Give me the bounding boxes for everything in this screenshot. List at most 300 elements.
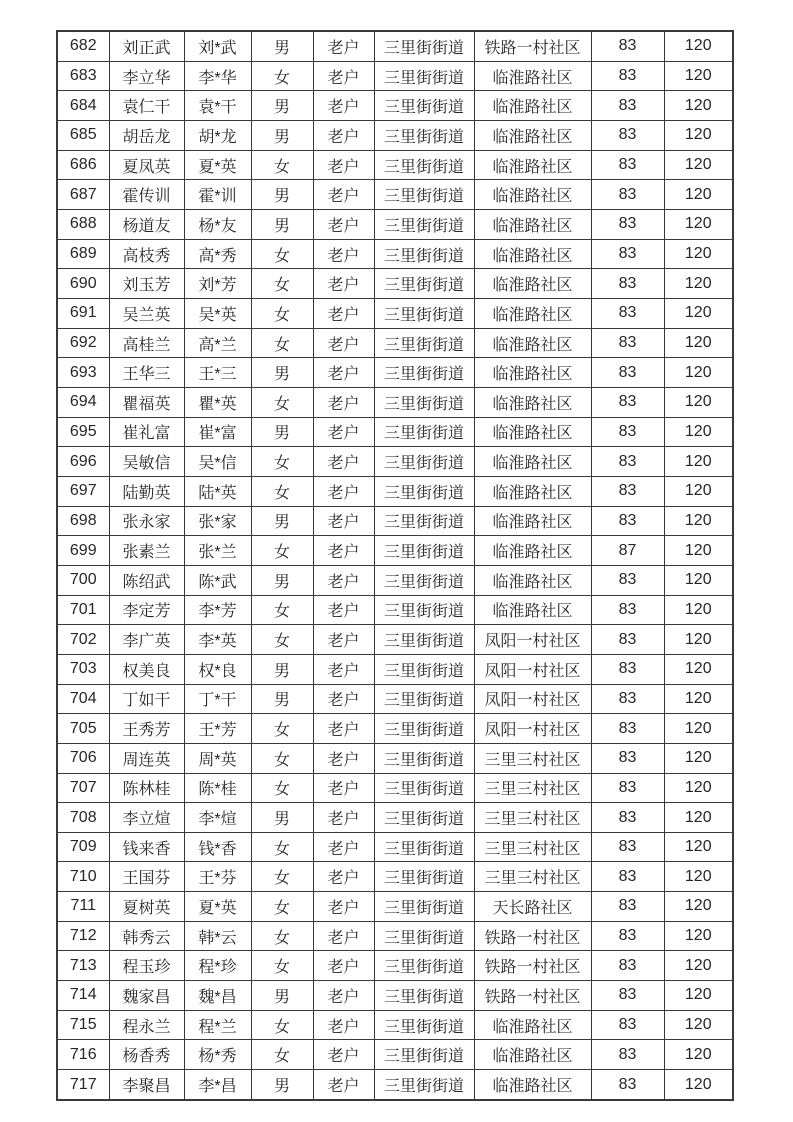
cell-street: 三里街街道 — [374, 150, 474, 180]
cell-community: 临淮路社区 — [474, 358, 591, 388]
cell-household-type: 老户 — [313, 269, 374, 299]
cell-community: 铁路一村社区 — [474, 31, 591, 61]
cell-community: 临淮路社区 — [474, 1010, 591, 1040]
cell-masked-name: 夏*英 — [184, 892, 251, 922]
cell-amount-1: 83 — [591, 239, 664, 269]
cell-amount-2: 120 — [664, 862, 733, 892]
cell-gender: 男 — [251, 417, 313, 447]
cell-amount-2: 120 — [664, 328, 733, 358]
cell-index: 705 — [57, 714, 109, 744]
table-row — [57, 150, 733, 180]
cell-name: 程玉珍 — [109, 951, 184, 981]
cell-index: 684 — [57, 91, 109, 121]
cell-index: 709 — [57, 832, 109, 862]
cell-household-type: 老户 — [313, 121, 374, 151]
cell-household-type: 老户 — [313, 684, 374, 714]
cell-street: 三里街街道 — [374, 684, 474, 714]
cell-amount-2: 120 — [664, 1070, 733, 1100]
cell-community: 凤阳一村社区 — [474, 654, 591, 684]
cell-name: 李聚昌 — [109, 1070, 184, 1100]
cell-gender: 女 — [251, 1040, 313, 1070]
cell-masked-name: 刘*武 — [184, 31, 251, 61]
cell-index: 710 — [57, 862, 109, 892]
cell-masked-name: 杨*友 — [184, 210, 251, 240]
cell-masked-name: 权*良 — [184, 654, 251, 684]
table-row — [57, 803, 733, 833]
cell-amount-2: 120 — [664, 921, 733, 951]
cell-street: 三里街街道 — [374, 565, 474, 595]
table-row — [57, 654, 733, 684]
cell-amount-1: 83 — [591, 31, 664, 61]
table-row — [57, 981, 733, 1011]
cell-street: 三里街街道 — [374, 803, 474, 833]
table-row — [57, 951, 733, 981]
table-row — [57, 773, 733, 803]
cell-household-type: 老户 — [313, 773, 374, 803]
cell-index: 714 — [57, 981, 109, 1011]
cell-index: 713 — [57, 951, 109, 981]
cell-amount-1: 83 — [591, 921, 664, 951]
cell-gender: 女 — [251, 832, 313, 862]
cell-masked-name: 胡*龙 — [184, 121, 251, 151]
cell-masked-name: 韩*云 — [184, 921, 251, 951]
cell-community: 临淮路社区 — [474, 387, 591, 417]
table-row — [57, 536, 733, 566]
cell-index: 687 — [57, 180, 109, 210]
cell-community: 铁路一村社区 — [474, 921, 591, 951]
cell-street: 三里街街道 — [374, 892, 474, 922]
cell-index: 695 — [57, 417, 109, 447]
cell-gender: 女 — [251, 743, 313, 773]
cell-street: 三里街街道 — [374, 417, 474, 447]
cell-household-type: 老户 — [313, 447, 374, 477]
cell-community: 凤阳一村社区 — [474, 625, 591, 655]
cell-community: 临淮路社区 — [474, 1040, 591, 1070]
cell-amount-1: 83 — [591, 951, 664, 981]
cell-household-type: 老户 — [313, 892, 374, 922]
cell-index: 706 — [57, 743, 109, 773]
cell-name: 李立煊 — [109, 803, 184, 833]
cell-street: 三里街街道 — [374, 269, 474, 299]
cell-gender: 女 — [251, 447, 313, 477]
cell-masked-name: 周*英 — [184, 743, 251, 773]
cell-street: 三里街街道 — [374, 743, 474, 773]
cell-gender: 女 — [251, 328, 313, 358]
table-row — [57, 180, 733, 210]
cell-street: 三里街街道 — [374, 61, 474, 91]
cell-amount-1: 83 — [591, 210, 664, 240]
cell-gender: 女 — [251, 476, 313, 506]
cell-community: 临淮路社区 — [474, 150, 591, 180]
cell-amount-2: 120 — [664, 981, 733, 1011]
cell-gender: 男 — [251, 31, 313, 61]
cell-amount-2: 120 — [664, 476, 733, 506]
cell-index: 708 — [57, 803, 109, 833]
cell-community: 临淮路社区 — [474, 61, 591, 91]
cell-street: 三里街街道 — [374, 299, 474, 329]
cell-gender: 女 — [251, 536, 313, 566]
cell-index: 698 — [57, 506, 109, 536]
cell-gender: 女 — [251, 61, 313, 91]
cell-community: 临淮路社区 — [474, 299, 591, 329]
cell-amount-1: 83 — [591, 625, 664, 655]
cell-masked-name: 李*芳 — [184, 595, 251, 625]
cell-amount-1: 83 — [591, 269, 664, 299]
cell-gender: 女 — [251, 625, 313, 655]
cell-index: 700 — [57, 565, 109, 595]
cell-masked-name: 张*家 — [184, 506, 251, 536]
cell-gender: 女 — [251, 387, 313, 417]
cell-community: 铁路一村社区 — [474, 981, 591, 1011]
cell-masked-name: 张*兰 — [184, 536, 251, 566]
cell-masked-name: 魏*昌 — [184, 981, 251, 1011]
cell-masked-name: 袁*干 — [184, 91, 251, 121]
cell-community: 天长路社区 — [474, 892, 591, 922]
cell-household-type: 老户 — [313, 625, 374, 655]
table-row — [57, 714, 733, 744]
cell-community: 临淮路社区 — [474, 1070, 591, 1100]
cell-community: 临淮路社区 — [474, 269, 591, 299]
cell-name: 李广英 — [109, 625, 184, 655]
cell-amount-2: 120 — [664, 121, 733, 151]
cell-amount-2: 120 — [664, 506, 733, 536]
table-row — [57, 328, 733, 358]
cell-masked-name: 王*芬 — [184, 862, 251, 892]
cell-masked-name: 高*秀 — [184, 239, 251, 269]
cell-amount-2: 120 — [664, 447, 733, 477]
cell-household-type: 老户 — [313, 565, 374, 595]
cell-street: 三里街街道 — [374, 210, 474, 240]
cell-household-type: 老户 — [313, 387, 374, 417]
cell-amount-2: 120 — [664, 239, 733, 269]
cell-amount-2: 120 — [664, 595, 733, 625]
cell-name: 张永家 — [109, 506, 184, 536]
cell-masked-name: 杨*秀 — [184, 1040, 251, 1070]
cell-gender: 男 — [251, 654, 313, 684]
cell-amount-2: 120 — [664, 684, 733, 714]
table-body — [57, 31, 733, 1100]
cell-street: 三里街街道 — [374, 91, 474, 121]
table-row — [57, 506, 733, 536]
cell-name: 陈林桂 — [109, 773, 184, 803]
table-row — [57, 1070, 733, 1100]
table-row — [57, 476, 733, 506]
cell-household-type: 老户 — [313, 981, 374, 1011]
cell-index: 690 — [57, 269, 109, 299]
cell-index: 693 — [57, 358, 109, 388]
cell-index: 704 — [57, 684, 109, 714]
cell-gender: 女 — [251, 862, 313, 892]
cell-street: 三里街街道 — [374, 595, 474, 625]
cell-index: 685 — [57, 121, 109, 151]
cell-street: 三里街街道 — [374, 387, 474, 417]
cell-street: 三里街街道 — [374, 239, 474, 269]
cell-gender: 男 — [251, 121, 313, 151]
table-row — [57, 31, 733, 61]
cell-amount-2: 120 — [664, 714, 733, 744]
cell-name: 夏树英 — [109, 892, 184, 922]
cell-community: 三里三村社区 — [474, 803, 591, 833]
cell-name: 李立华 — [109, 61, 184, 91]
table-row — [57, 921, 733, 951]
cell-amount-1: 83 — [591, 358, 664, 388]
table-row — [57, 269, 733, 299]
cell-gender: 男 — [251, 1070, 313, 1100]
cell-amount-2: 120 — [664, 299, 733, 329]
cell-name: 吴兰英 — [109, 299, 184, 329]
cell-amount-2: 120 — [664, 210, 733, 240]
cell-gender: 男 — [251, 358, 313, 388]
cell-index: 689 — [57, 239, 109, 269]
cell-household-type: 老户 — [313, 951, 374, 981]
cell-masked-name: 李*煊 — [184, 803, 251, 833]
cell-community: 三里三村社区 — [474, 773, 591, 803]
cell-amount-2: 120 — [664, 1040, 733, 1070]
cell-household-type: 老户 — [313, 210, 374, 240]
cell-name: 胡岳龙 — [109, 121, 184, 151]
cell-name: 杨道友 — [109, 210, 184, 240]
cell-index: 702 — [57, 625, 109, 655]
cell-name: 高桂兰 — [109, 328, 184, 358]
cell-amount-2: 120 — [664, 387, 733, 417]
table-row — [57, 299, 733, 329]
cell-household-type: 老户 — [313, 536, 374, 566]
cell-name: 吴敏信 — [109, 447, 184, 477]
cell-name: 陆勤英 — [109, 476, 184, 506]
table-row — [57, 595, 733, 625]
cell-amount-2: 120 — [664, 31, 733, 61]
cell-household-type: 老户 — [313, 1070, 374, 1100]
table-row — [57, 625, 733, 655]
cell-masked-name: 刘*芳 — [184, 269, 251, 299]
cell-amount-2: 120 — [664, 150, 733, 180]
cell-amount-1: 83 — [591, 1070, 664, 1100]
cell-index: 712 — [57, 921, 109, 951]
cell-amount-1: 83 — [591, 832, 664, 862]
cell-community: 三里三村社区 — [474, 743, 591, 773]
cell-amount-2: 120 — [664, 625, 733, 655]
cell-household-type: 老户 — [313, 417, 374, 447]
cell-gender: 女 — [251, 714, 313, 744]
cell-name: 霍传训 — [109, 180, 184, 210]
cell-community: 临淮路社区 — [474, 121, 591, 151]
cell-name: 刘正武 — [109, 31, 184, 61]
cell-amount-1: 83 — [591, 91, 664, 121]
cell-name: 张素兰 — [109, 536, 184, 566]
cell-household-type: 老户 — [313, 714, 374, 744]
cell-amount-2: 120 — [664, 803, 733, 833]
cell-name: 李定芳 — [109, 595, 184, 625]
cell-street: 三里街街道 — [374, 832, 474, 862]
cell-amount-1: 83 — [591, 684, 664, 714]
cell-household-type: 老户 — [313, 506, 374, 536]
cell-name: 魏家昌 — [109, 981, 184, 1011]
cell-household-type: 老户 — [313, 31, 374, 61]
cell-amount-2: 120 — [664, 358, 733, 388]
cell-name: 王国芬 — [109, 862, 184, 892]
table-row — [57, 210, 733, 240]
cell-household-type: 老户 — [313, 239, 374, 269]
cell-street: 三里街街道 — [374, 506, 474, 536]
cell-masked-name: 陈*武 — [184, 565, 251, 595]
cell-name: 崔礼富 — [109, 417, 184, 447]
cell-amount-1: 87 — [591, 536, 664, 566]
cell-amount-1: 83 — [591, 417, 664, 447]
cell-gender: 女 — [251, 1010, 313, 1040]
table-row — [57, 387, 733, 417]
cell-amount-1: 83 — [591, 299, 664, 329]
cell-amount-1: 83 — [591, 476, 664, 506]
cell-amount-2: 120 — [664, 536, 733, 566]
cell-masked-name: 李*华 — [184, 61, 251, 91]
cell-amount-1: 83 — [591, 654, 664, 684]
cell-masked-name: 吴*英 — [184, 299, 251, 329]
cell-community: 临淮路社区 — [474, 417, 591, 447]
cell-amount-1: 83 — [591, 862, 664, 892]
cell-index: 694 — [57, 387, 109, 417]
cell-name: 高枝秀 — [109, 239, 184, 269]
cell-street: 三里街街道 — [374, 1070, 474, 1100]
cell-community: 临淮路社区 — [474, 595, 591, 625]
cell-amount-1: 83 — [591, 150, 664, 180]
cell-amount-1: 83 — [591, 447, 664, 477]
cell-household-type: 老户 — [313, 743, 374, 773]
cell-gender: 女 — [251, 150, 313, 180]
table-row — [57, 417, 733, 447]
cell-amount-1: 83 — [591, 981, 664, 1011]
cell-community: 三里三村社区 — [474, 862, 591, 892]
cell-community: 三里三村社区 — [474, 832, 591, 862]
cell-household-type: 老户 — [313, 1010, 374, 1040]
cell-index: 697 — [57, 476, 109, 506]
cell-gender: 男 — [251, 565, 313, 595]
table-row — [57, 121, 733, 151]
cell-amount-1: 83 — [591, 180, 664, 210]
cell-street: 三里街街道 — [374, 31, 474, 61]
cell-masked-name: 李*昌 — [184, 1070, 251, 1100]
table-row — [57, 862, 733, 892]
cell-community: 临淮路社区 — [474, 91, 591, 121]
table-row — [57, 239, 733, 269]
cell-masked-name: 高*兰 — [184, 328, 251, 358]
cell-masked-name: 陆*英 — [184, 476, 251, 506]
cell-community: 临淮路社区 — [474, 328, 591, 358]
cell-street: 三里街街道 — [374, 476, 474, 506]
cell-gender: 男 — [251, 981, 313, 1011]
cell-name: 丁如干 — [109, 684, 184, 714]
cell-street: 三里街街道 — [374, 654, 474, 684]
cell-index: 683 — [57, 61, 109, 91]
cell-street: 三里街街道 — [374, 625, 474, 655]
cell-community: 临淮路社区 — [474, 565, 591, 595]
cell-name: 袁仁干 — [109, 91, 184, 121]
cell-community: 铁路一村社区 — [474, 951, 591, 981]
cell-community: 临淮路社区 — [474, 239, 591, 269]
cell-masked-name: 程*珍 — [184, 951, 251, 981]
cell-community: 临淮路社区 — [474, 180, 591, 210]
table-row — [57, 892, 733, 922]
cell-household-type: 老户 — [313, 299, 374, 329]
cell-masked-name: 李*英 — [184, 625, 251, 655]
cell-street: 三里街街道 — [374, 447, 474, 477]
cell-household-type: 老户 — [313, 150, 374, 180]
table-row — [57, 684, 733, 714]
cell-gender: 女 — [251, 239, 313, 269]
cell-masked-name: 霍*训 — [184, 180, 251, 210]
cell-gender: 女 — [251, 773, 313, 803]
cell-amount-1: 83 — [591, 595, 664, 625]
cell-gender: 男 — [251, 210, 313, 240]
cell-street: 三里街街道 — [374, 536, 474, 566]
cell-amount-2: 120 — [664, 654, 733, 684]
cell-amount-1: 83 — [591, 565, 664, 595]
cell-index: 692 — [57, 328, 109, 358]
table-row — [57, 1010, 733, 1040]
cell-index: 703 — [57, 654, 109, 684]
cell-street: 三里街街道 — [374, 180, 474, 210]
cell-gender: 男 — [251, 803, 313, 833]
cell-amount-1: 83 — [591, 892, 664, 922]
cell-name: 王华三 — [109, 358, 184, 388]
cell-household-type: 老户 — [313, 1040, 374, 1070]
cell-masked-name: 夏*英 — [184, 150, 251, 180]
cell-community: 临淮路社区 — [474, 210, 591, 240]
cell-index: 691 — [57, 299, 109, 329]
cell-community: 临淮路社区 — [474, 536, 591, 566]
cell-amount-1: 83 — [591, 328, 664, 358]
cell-household-type: 老户 — [313, 328, 374, 358]
cell-gender: 男 — [251, 684, 313, 714]
cell-masked-name: 陈*桂 — [184, 773, 251, 803]
cell-masked-name: 钱*香 — [184, 832, 251, 862]
cell-street: 三里街街道 — [374, 951, 474, 981]
cell-amount-2: 120 — [664, 417, 733, 447]
cell-street: 三里街街道 — [374, 921, 474, 951]
cell-street: 三里街街道 — [374, 1010, 474, 1040]
cell-household-type: 老户 — [313, 595, 374, 625]
cell-masked-name: 王*芳 — [184, 714, 251, 744]
cell-community: 凤阳一村社区 — [474, 714, 591, 744]
cell-name: 杨香秀 — [109, 1040, 184, 1070]
cell-gender: 女 — [251, 269, 313, 299]
cell-household-type: 老户 — [313, 358, 374, 388]
cell-amount-2: 120 — [664, 892, 733, 922]
cell-amount-2: 120 — [664, 180, 733, 210]
cell-index: 686 — [57, 150, 109, 180]
cell-name: 权美良 — [109, 654, 184, 684]
table-row — [57, 1040, 733, 1070]
cell-household-type: 老户 — [313, 61, 374, 91]
cell-gender: 男 — [251, 506, 313, 536]
cell-name: 瞿福英 — [109, 387, 184, 417]
cell-masked-name: 王*三 — [184, 358, 251, 388]
cell-community: 临淮路社区 — [474, 506, 591, 536]
cell-index: 682 — [57, 31, 109, 61]
cell-amount-1: 83 — [591, 506, 664, 536]
cell-gender: 女 — [251, 595, 313, 625]
cell-name: 程永兰 — [109, 1010, 184, 1040]
cell-amount-1: 83 — [591, 743, 664, 773]
cell-community: 临淮路社区 — [474, 447, 591, 477]
cell-amount-2: 120 — [664, 743, 733, 773]
cell-amount-1: 83 — [591, 1040, 664, 1070]
cell-street: 三里街街道 — [374, 773, 474, 803]
resident-roster-table — [56, 30, 734, 1101]
cell-amount-1: 83 — [591, 387, 664, 417]
cell-household-type: 老户 — [313, 180, 374, 210]
cell-amount-2: 120 — [664, 565, 733, 595]
cell-name: 周连英 — [109, 743, 184, 773]
